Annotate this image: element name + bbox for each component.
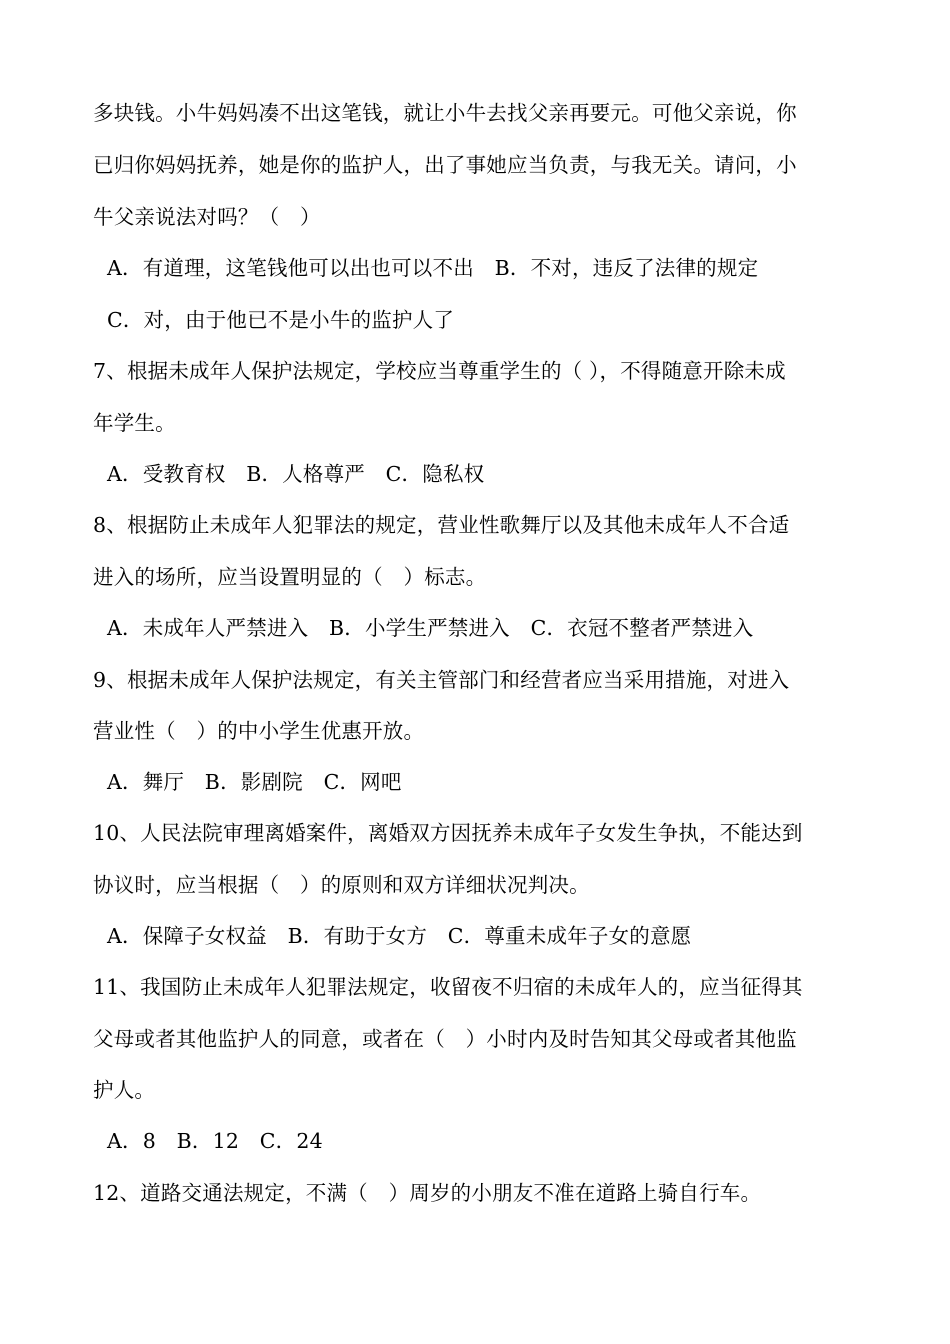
question-9-line-1: 9、根据未成年人保护法规定，有关主管部门和经营者应当采用措施，对进入 <box>93 668 790 692</box>
text-line-3: 牛父亲说法对吗？（ ） <box>93 205 321 229</box>
question-11-line-2: 父母或者其他监护人的同意，或者在（ ）小时内及时告知其父母或者其他监 <box>93 1027 797 1051</box>
option-line-q6-1: A．有道理，这笔钱他可以出也可以不出 B．不对，违反了法律的规定 <box>107 256 759 280</box>
option-line-q7: A．受教育权 B．人格尊严 C．隐私权 <box>107 462 485 486</box>
option-line-q9: A．舞厅 B．影剧院 C．网吧 <box>107 770 402 794</box>
question-8-line-1: 8、根据防止未成年人犯罪法的规定，营业性歌舞厅以及其他未成年人不合适 <box>93 513 790 537</box>
question-9-line-2: 营业性（ ）的中小学生优惠开放。 <box>93 719 425 743</box>
option-line-q8: A．未成年人严禁进入 B．小学生严禁进入 C．衣冠不整者严禁进入 <box>107 616 754 640</box>
option-line-q6-2: C．对，由于他已不是小牛的监护人了 <box>107 308 455 332</box>
text-line-2: 已归你妈妈抚养，她是你的监护人，出了事她应当负责，与我无关。请问，小 <box>93 153 797 177</box>
option-line-q11: A．8 B．12 C．24 <box>107 1129 323 1153</box>
question-7-line-1: 7、根据未成年人保护法规定，学校应当尊重学生的（ ），不得随意开除未成 <box>93 359 786 383</box>
question-12-line-1: 12、道路交通法规定，不满（ ）周岁的小朋友不准在道路上骑自行车。 <box>93 1181 762 1205</box>
question-7-line-2: 年学生。 <box>93 411 176 435</box>
question-10-line-1: 10、人民法院审理离婚案件，离婚双方因抚养未成年子女发生争执，不能达到 <box>93 821 803 845</box>
text-line-1: 多块钱。小牛妈妈凑不出这笔钱，就让小牛去找父亲再要元。可他父亲说，你 <box>93 101 797 125</box>
question-10-line-2: 协议时，应当根据（ ）的原则和双方详细状况判决。 <box>93 873 590 897</box>
option-line-q10: A．保障子女权益 B．有助于女方 C．尊重未成年子女的意愿 <box>107 924 692 948</box>
question-11-line-3: 护人。 <box>93 1078 156 1102</box>
question-11-line-1: 11、我国防止未成年人犯罪法规定，收留夜不归宿的未成年人的，应当征得其 <box>93 975 803 999</box>
question-8-line-2: 进入的场所，应当设置明显的（ ）标志。 <box>93 565 487 589</box>
